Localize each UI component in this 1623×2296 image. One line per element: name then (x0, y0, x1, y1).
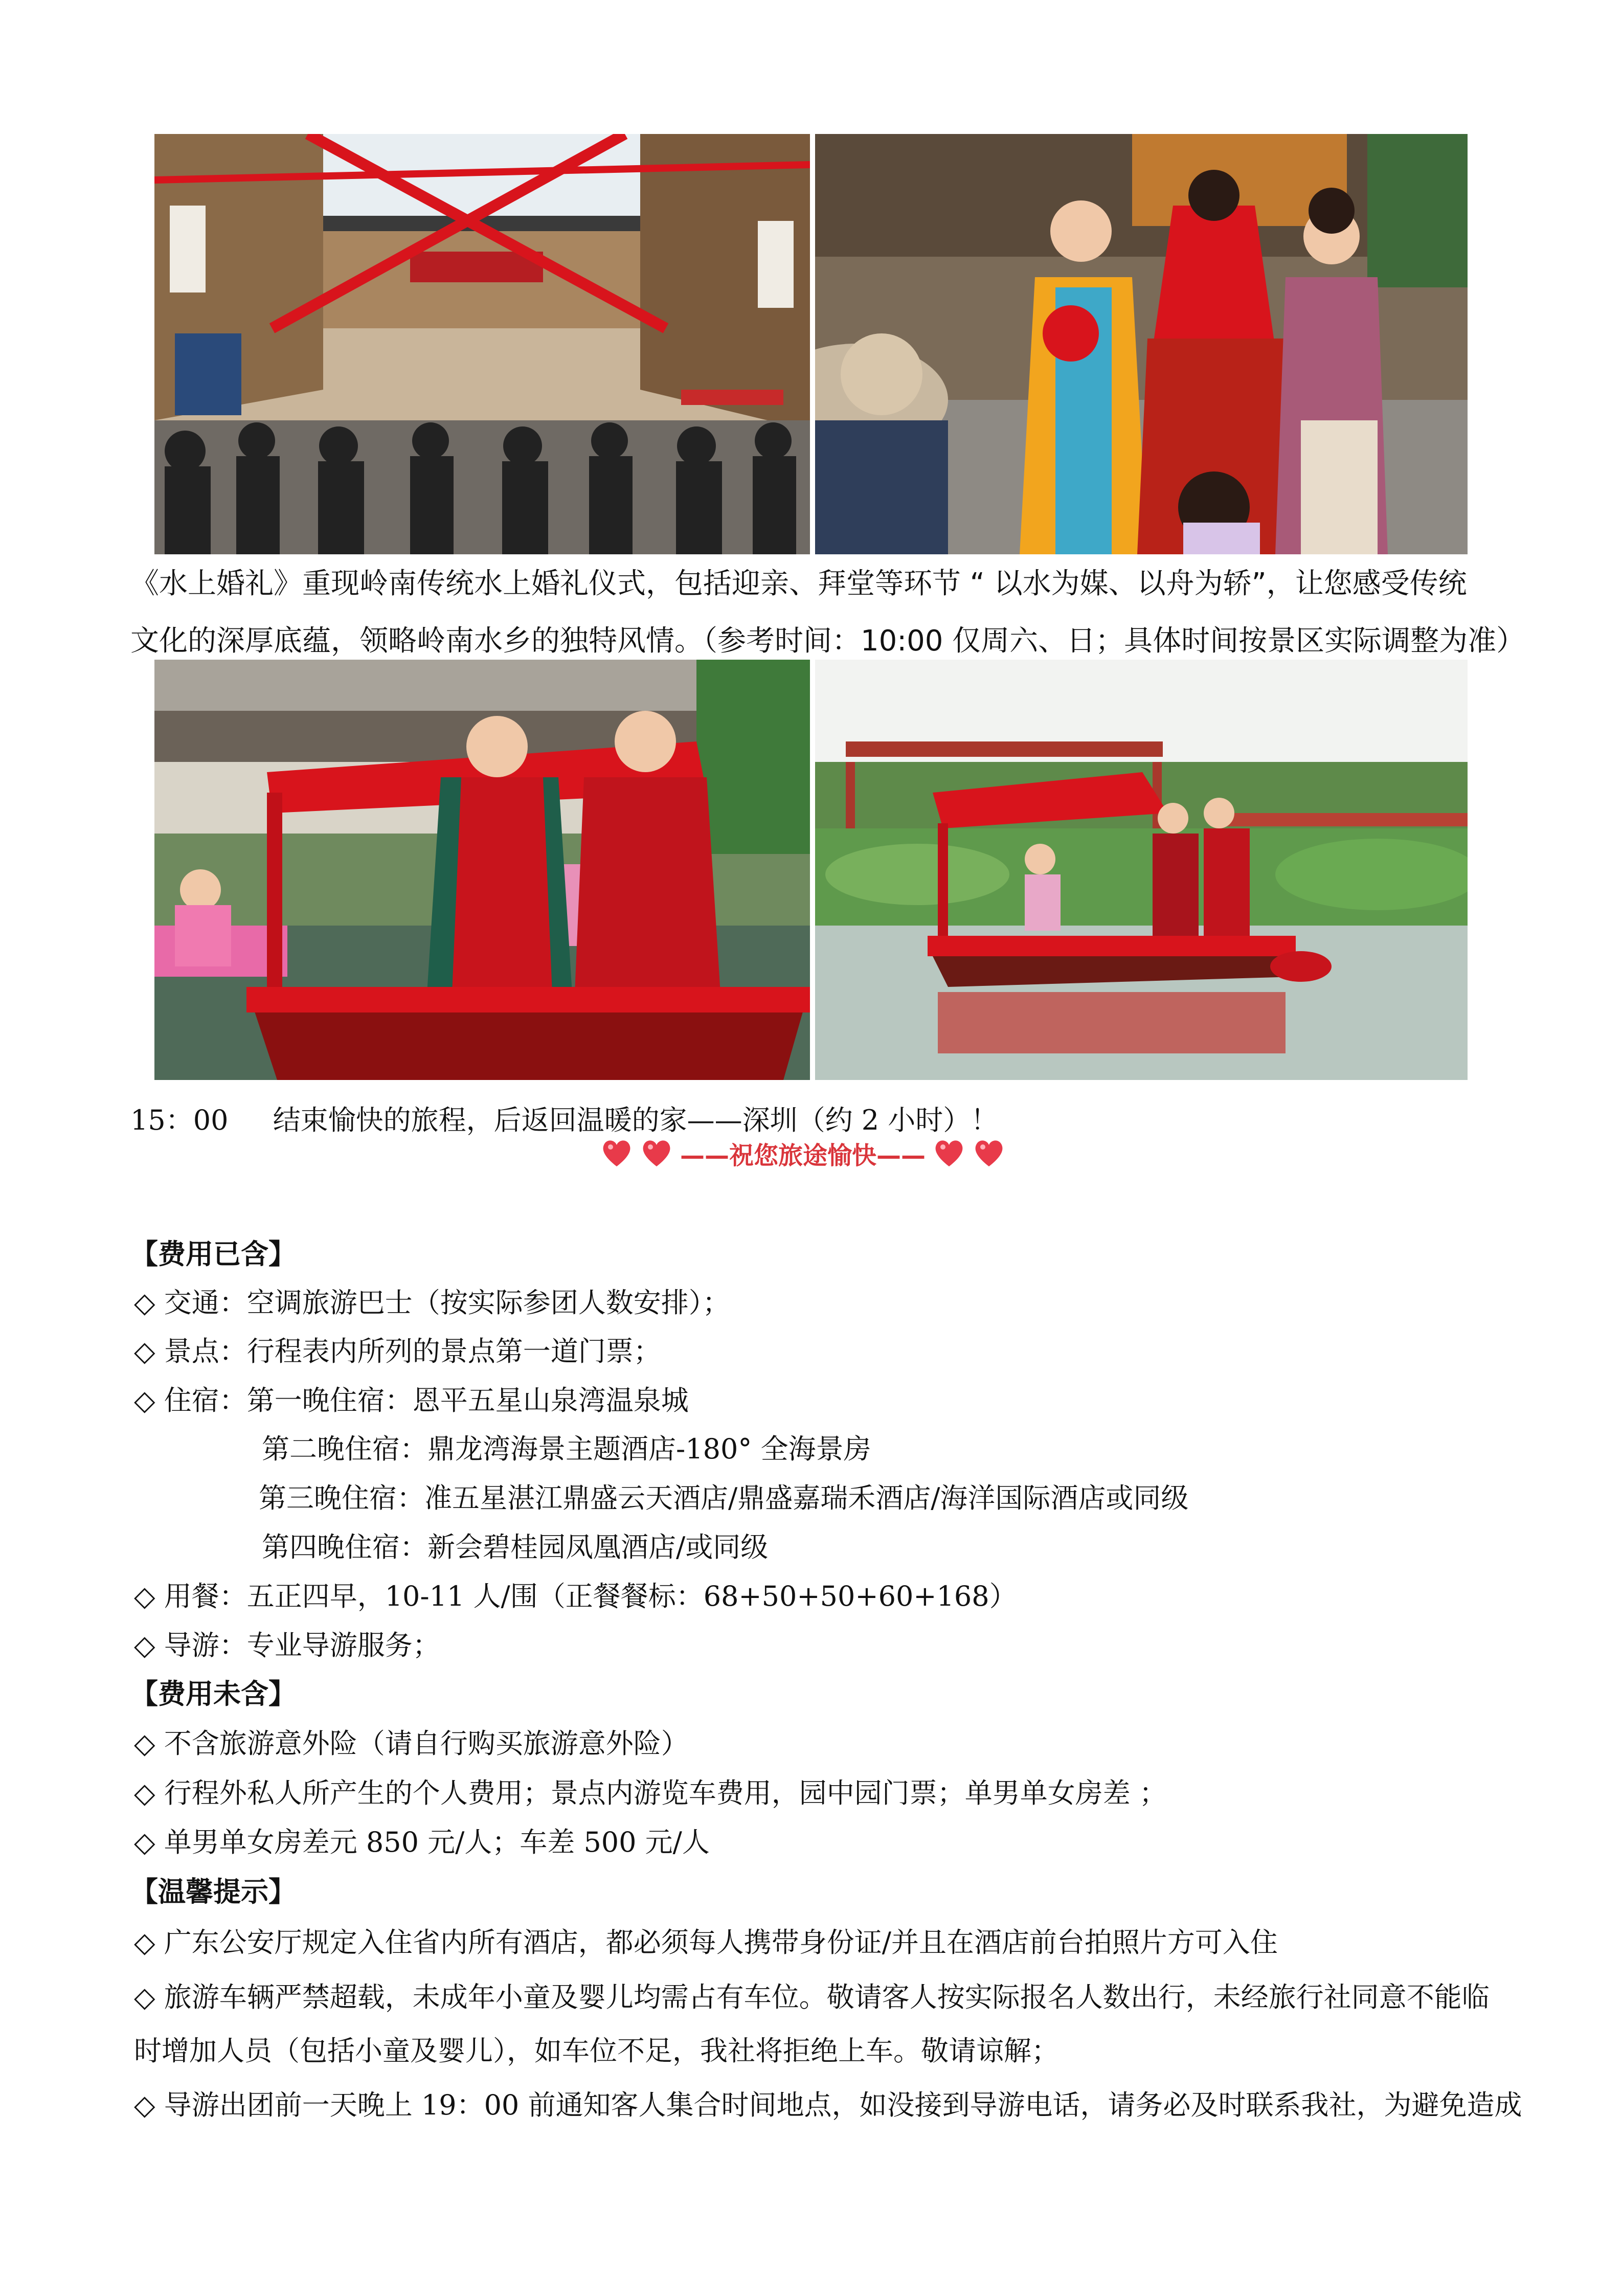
bride-photo (815, 134, 1468, 554)
included-lodging-3: 第三晚住宿：准五星湛江鼎盛云天酒店/鼎盛嘉瑞禾酒店/海洋国际酒店或同级 (259, 1482, 1189, 1514)
included-transport: ◇ 交通：空调旅游巴士（按实际参团人数安排）； (134, 1287, 730, 1319)
tips-item-2-line-2: 时增加人员（包括小童及婴儿），如车位不足，我社将拒绝上车。敬请谅解； (134, 2035, 1059, 2067)
included-heading: 【费用已含】 (130, 1237, 296, 1270)
wish-banner (573, 1133, 1033, 1174)
heart-icon (640, 1138, 673, 1168)
tips-item-2-line-1: ◇ 旅游车辆严禁超载，未成年小童及婴儿均需占有车位。敬请客人按实际报名人数出行，未经旅行社同意不能临 (134, 1981, 1490, 2013)
lotus-pond-photo (815, 660, 1468, 1080)
heart-icon (600, 1138, 633, 1168)
itinerary-line (130, 1098, 998, 1138)
excluded-item-1: ◇ 不含旅游意外险（请自行购买旅游意外险） (134, 1727, 689, 1760)
caption-line-2: 文化的深厚底蕴，领略岭南水乡的独特风情。（参考时间：10:00 仅周六、日；具体时间按景区实际调整为准） (130, 624, 1525, 658)
itinerary-text: 结束愉快的旅程，后返回温暖的家——深圳（约 2 小时）！ (273, 1104, 999, 1136)
wish-text: ——祝您旅途愉快—— (680, 1141, 926, 1170)
included-meals: ◇ 用餐：五正四早，10-11 人/围（正餐餐标：68+50+50+60+168） (134, 1580, 1017, 1612)
included-guide: ◇ 导游：专业导游服务； (134, 1629, 440, 1661)
excluded-heading: 【费用未含】 (130, 1677, 296, 1710)
included-scenic: ◇ 景点：行程表内所列的景点第一道门票； (134, 1335, 661, 1367)
caption-line-1: 《水上婚礼》重现岭南传统水上婚礼仪式，包括迎亲、拜堂等环节 “ 以水为媒、以舟为轿”，让您感受传统 (130, 567, 1467, 600)
street-photo (154, 134, 810, 554)
tips-heading: 【温馨提示】 (130, 1875, 296, 1908)
wedding-caption (130, 555, 1525, 670)
couple-boat-photo (154, 660, 810, 1080)
included-lodging-2: 第二晚住宿：鼎龙湾海景主题酒店-180° 全海景房 (262, 1433, 871, 1465)
heart-icon (933, 1138, 965, 1168)
excluded-item-2: ◇ 行程外私人所产生的个人费用；景点内游览车费用，园中园门票；单男单女房差 ； (134, 1777, 1167, 1809)
included-lodging-1: ◇ 住宿：第一晚住宿：恩平五星山泉湾温泉城 (134, 1384, 689, 1416)
tips-item-1: ◇ 广东公安厅规定入住省内所有酒店，都必须每人携带身份证/并且在酒店前台拍照片方可入住 (134, 1926, 1278, 1959)
heart-icon (973, 1138, 1005, 1168)
included-lodging-4: 第四晚住宿：新会碧桂园凤凰酒店/或同级 (262, 1531, 769, 1563)
tips-item-3: ◇ 导游出团前一天晚上 19：00 前通知客人集合时间地点，如没接到导游电话，请务必及时联系我社，为避免造成 (134, 2089, 1522, 2121)
itinerary-time: 15：00 (130, 1104, 229, 1136)
excluded-item-3: ◇ 单男单女房差元 850 元/人；车差 500 元/人 (134, 1826, 710, 1858)
